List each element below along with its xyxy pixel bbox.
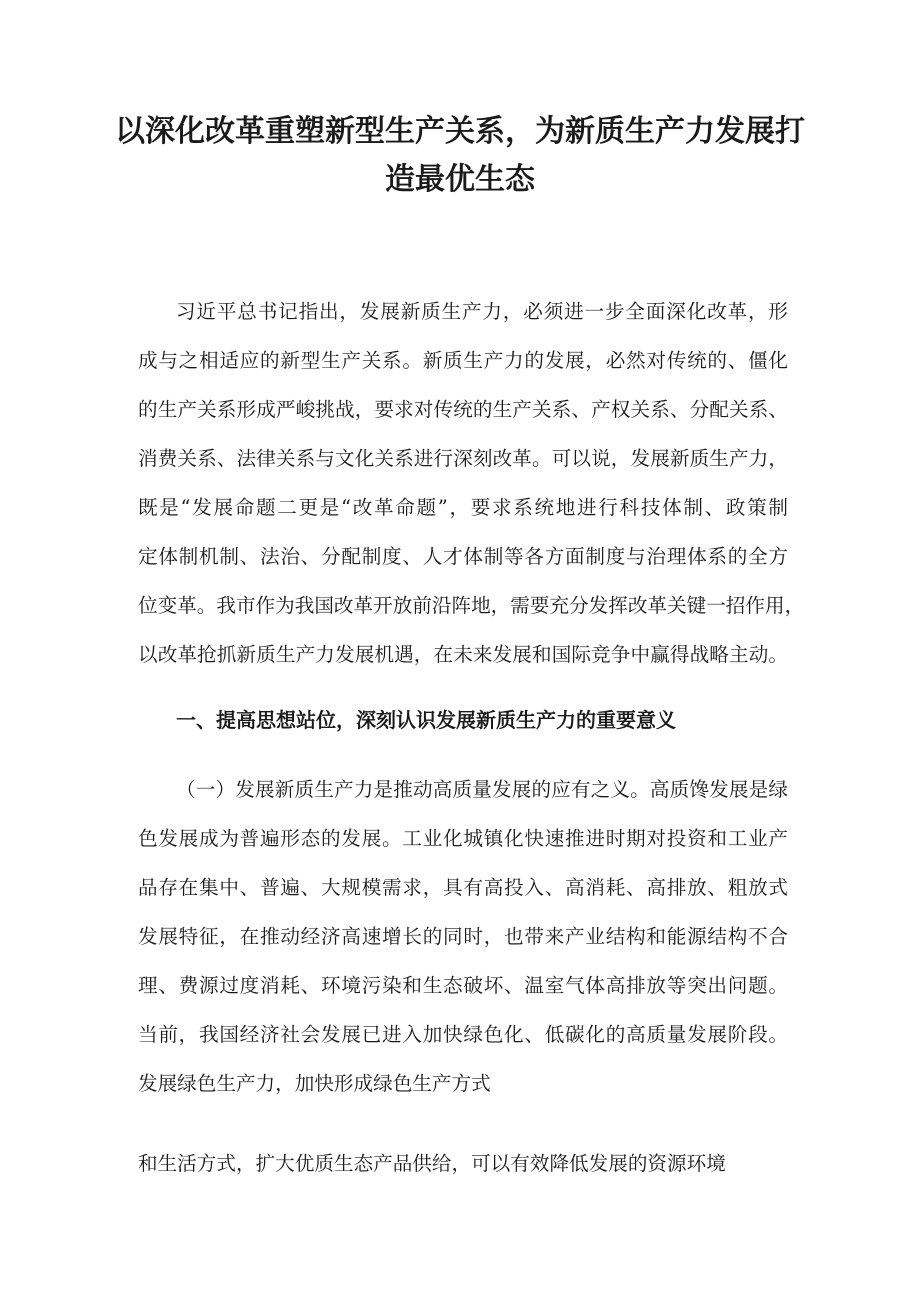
paragraph-1-line-3: 的生产关系形成严峻挑战，要求对传统的生产关系、产权关系、分配关系、 [138,398,788,421]
paragraph-2-line-5: 理、费源过度消耗、环境污染和生态破坏、温室气体高排放等突出问题。 [138,974,788,997]
document-title-line-2: 造最优生态 [385,162,535,197]
paragraph-1-line-7: 位变革。我市作为我国改革开放前沿阵地，需要充分发挥改革关键一招作用， [138,594,805,617]
section-1-heading: 一、提高思想站位，深刻认识发展新质生产力的重要意义 [176,708,676,732]
paragraph-2-line-4: 发展特征，在推动经济高速增长的同时，也带来产业结构和能源结构不合 [138,925,788,948]
paragraph-1-line-1: 习近平总书记指出，发展新质生产力，必须进一步全面深化改革，形 [176,300,788,323]
paragraph-1-line-5: 既是“发展命题二更是“改革命题”，要求系统地进行科技体制、政策制 [138,496,788,519]
paragraph-3-line-1: 和生活方式，扩大优质生态产品供给，可以有效降低发展的资源环境 [138,1152,726,1175]
paragraph-1-line-2: 成与之相适应的新型生产关系。新质生产力的发展，必然对传统的、僵化 [138,349,788,372]
paragraph-1-line-4: 消费关系、法律关系与文化关系进行深刻改革。可以说，发展新质生产力， [138,447,788,470]
paragraph-2-line-7: 发展绿色生产力，加快形成绿色生产方式 [138,1072,491,1095]
paragraph-2-line-1: （一）发展新质生产力是推动高质量发展的应有之义。高质馋发展是绿 [176,778,788,801]
paragraph-2-line-6: 当前，我国经济社会发展已进入加快绿色化、低碳化的高质量发展阶段。 [138,1023,788,1046]
paragraph-1-line-6: 定体制机制、法治、分配制度、人才体制等各方面制度与治理体系的全方 [138,545,788,568]
paragraph-2-line-3: 品存在集中、普遍、大规模需求，具有高投入、高消耗、高排放、粗放式 [138,876,788,899]
paragraph-2-line-2: 色发展成为普遍形态的发展。工业化城镇化快速推进时期对投资和工业产 [138,827,788,850]
paragraph-1-line-8: 以改革抢抓新质生产力发展机遇，在未来发展和国际竞争中赢得战略主动。 [138,643,788,666]
document-title-line-1: 以深化改革重塑新型生产关系，为新质生产力发展打 [115,114,805,149]
